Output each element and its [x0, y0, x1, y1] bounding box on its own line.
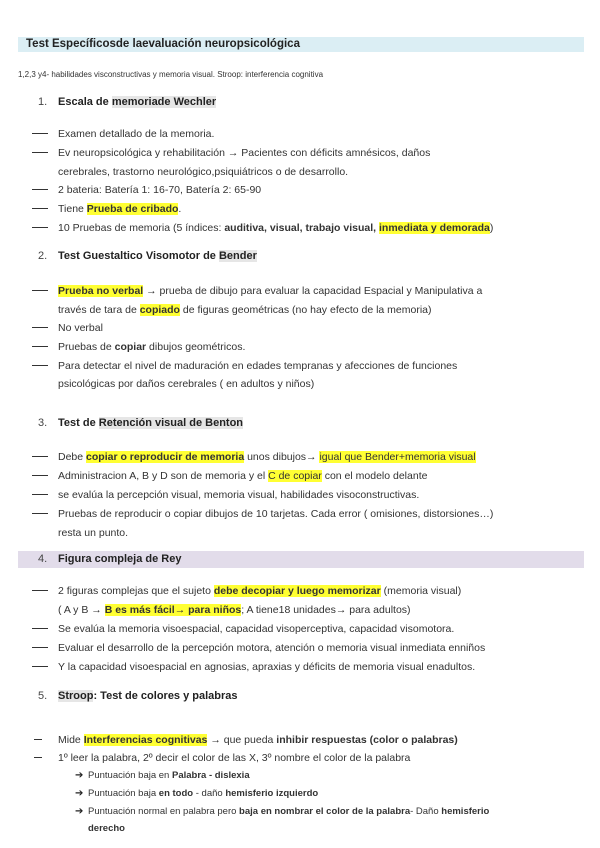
text: Puntuación baja [88, 788, 159, 799]
dash-bullet [32, 346, 48, 347]
dash-bullet [32, 327, 48, 328]
highlight: copiado [139, 304, 180, 316]
section-number: 5. [38, 690, 48, 702]
section-4-heading [38, 553, 181, 565]
highlight: B es más fácil→ para niños [104, 604, 242, 616]
text: dibujos geométricos. [146, 341, 246, 353]
list-item [58, 450, 476, 464]
dash-bullet [32, 189, 48, 190]
bold-text: hemisferio [441, 806, 490, 817]
text: través de tara de [58, 304, 140, 316]
text: ( A y B → [58, 604, 105, 616]
list-item: Se evalúa la memoria visoespacial, capacidad visoperceptiva, capacidad visomotora. [58, 623, 455, 635]
dash-bullet [32, 666, 48, 667]
section-number: 2. [38, 250, 48, 262]
heading-highlight: Stroop [58, 690, 94, 702]
section-number: 4. [38, 553, 48, 565]
dash-bullet [34, 739, 42, 740]
list-item [58, 733, 458, 747]
dash-bullet [32, 590, 48, 591]
arrow-right-icon: ➔ [75, 770, 84, 781]
dash-bullet [32, 227, 48, 228]
list-item: se evalúa la percepción visual, memoria visual, habilidades visoconstructivas. [58, 489, 420, 501]
dash-bullet [32, 628, 48, 629]
heading-highlight: Bender [218, 250, 257, 262]
text: de figuras geométricas (no hay efecto de la memoria) [179, 304, 432, 316]
text: → prueba de dibujo para evaluar la capacidad Espacial y Manipulativa a [143, 285, 483, 297]
section-1-heading [38, 96, 216, 108]
highlight: igual que Bender+memoria visual [319, 451, 476, 463]
arrow-list-item [75, 806, 489, 817]
arrow-list-item [75, 770, 250, 781]
dash-bullet [32, 133, 48, 134]
heading-highlight: Retención visual de Benton [98, 417, 244, 429]
list-item: Ev neuropsicológica y rehabilitación → Pacientes con déficits amnésicos, daños [58, 147, 431, 159]
dash-bullet [32, 513, 48, 514]
list-item [58, 340, 245, 354]
highlight: copiar o reproducir de memoria [86, 451, 245, 463]
dash-bullet [32, 208, 48, 209]
list-item: Pruebas de reproducir o copiar dibujos de 10 tarjetas. Cada error ( omisiones, distorsiones…) [58, 508, 494, 520]
dash-bullet [32, 475, 48, 476]
dash-bullet [32, 456, 48, 457]
heading-highlight: memoriade Wechler [111, 96, 217, 108]
list-item-continuation: psicológicas por daños cerebrales ( en adultos y niños) [58, 378, 315, 390]
text: . [178, 203, 182, 215]
arrow-list-item [75, 788, 318, 799]
highlight: C de copiar [268, 470, 322, 482]
list-item: 1º leer la palabra, 2º decir el color de las X, 3º nombre el color de la palabra [58, 752, 411, 764]
text: ; A tiene18 unidades→ para adultos) [241, 604, 411, 616]
list-item-continuation [58, 603, 411, 617]
section-number: 1. [38, 96, 48, 108]
text: Pruebas de [58, 341, 115, 353]
text: (memoria visual) [380, 585, 462, 597]
heading-text: Test de [58, 417, 99, 429]
bold-text: hemisferio izquierdo [225, 788, 319, 799]
list-item: Evaluar el desarrollo de la percepción motora, atención o memoria visual inmediata enniños [58, 642, 486, 654]
section-3-heading [38, 417, 243, 429]
list-item-continuation: cerebrales, trastorno neurológico,psiquiátricos o de desarrollo. [58, 166, 349, 178]
bold-text: baja en nombrar el color de la palabra [239, 806, 411, 817]
list-item [58, 469, 427, 483]
bold-text: inhibir respuestas (color o palabras) [276, 734, 458, 746]
list-item [58, 584, 461, 598]
list-item: 2 bateria: Batería 1: 16-70, Batería 2: 65-90 [58, 184, 262, 196]
text: - Daño [410, 806, 442, 817]
list-item: Examen detallado de la memoria. [58, 128, 215, 140]
bold-text: copiar [114, 341, 147, 353]
bold-text: Palabra - dislexia [171, 770, 250, 781]
text: Administracion A, B y D son de memoria y el [58, 470, 269, 482]
text: ) [489, 222, 494, 234]
list-item: Y la capacidad visoespacial en agnosias, apraxias y déficits de memoria visual enadultos. [58, 661, 476, 673]
dash-bullet [32, 494, 48, 495]
list-item [58, 202, 181, 216]
text: Debe [58, 451, 87, 463]
bold-text: derecho [88, 823, 125, 834]
highlight: Prueba de cribado [86, 203, 179, 215]
text: unos dibujos→ [244, 451, 320, 463]
text: → que pueda [207, 734, 277, 746]
text: con el modelo delante [321, 470, 428, 482]
dash-bullet [32, 152, 48, 153]
highlight: Prueba no verbal [58, 285, 144, 297]
list-item: No verbal [58, 322, 103, 334]
page-title: Test Específicosde laevaluación neuropsicológica [26, 38, 300, 50]
list-item [58, 284, 482, 298]
bold-text: auditiva, visual, trabajo visual, [224, 222, 379, 234]
heading-text: : Test de colores y palabras [93, 690, 238, 702]
highlight: debe decopiar y luego memorizar [213, 585, 381, 597]
dash-bullet [32, 647, 48, 648]
heading-text: Figura compleja de Rey [58, 553, 182, 565]
list-item [58, 221, 493, 235]
heading-text: Escala de [58, 96, 112, 108]
highlight: Interferencias cognitivas [83, 734, 208, 746]
text: 10 Pruebas de memoria (5 índices: [58, 222, 225, 234]
arrow-right-icon: ➔ [75, 788, 84, 799]
arrow-list-item-continuation [88, 823, 125, 834]
list-item: Para detectar el nivel de maduración en edades tempranas y afecciones de funciones [58, 360, 458, 372]
section-5-heading [38, 690, 238, 702]
list-item-continuation: resta un punto. [58, 527, 129, 539]
text: Puntuación baja en [88, 770, 172, 781]
text: Tiene [58, 203, 87, 215]
highlight: inmediata y demorada [378, 222, 490, 234]
text: Mide [58, 734, 84, 746]
arrow-right-icon: ➔ [75, 806, 84, 817]
text: Puntuación normal en palabra pero [88, 806, 240, 817]
section-number: 3. [38, 417, 48, 429]
list-item-continuation [58, 303, 432, 317]
section-2-heading [38, 250, 257, 262]
bold-text: en todo [158, 788, 194, 799]
text: 2 figuras complejas que el sujeto [58, 585, 214, 597]
dash-bullet [32, 365, 48, 366]
intro-text: 1,2,3 y4- habilidades visconstructivas y memoria visual. Stroop: interferencia cognitiva [18, 70, 324, 79]
dash-bullet [32, 290, 48, 291]
text: - daño [193, 788, 226, 799]
dash-bullet [34, 757, 42, 758]
heading-text: Test Guestaltico Visomotor de [58, 250, 219, 262]
